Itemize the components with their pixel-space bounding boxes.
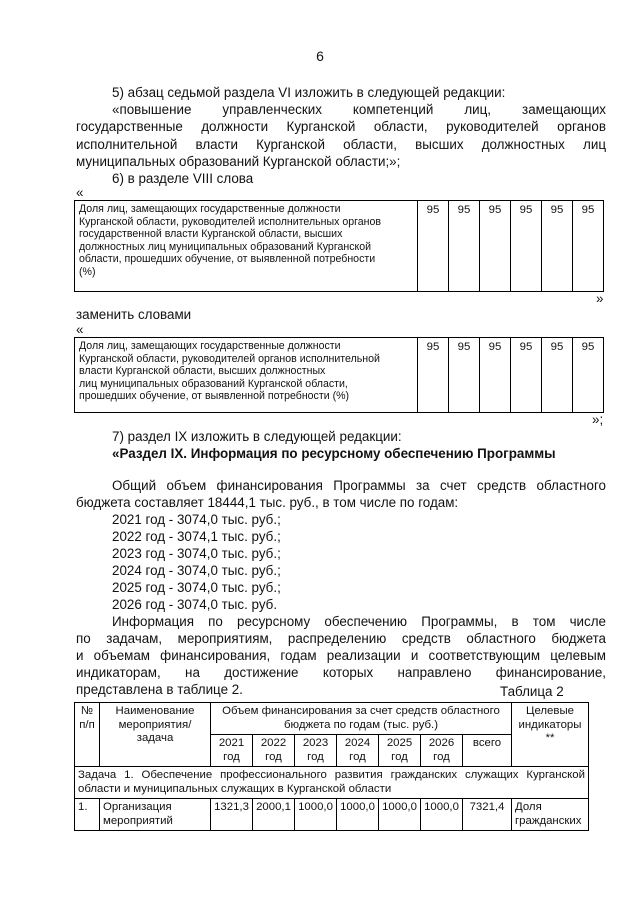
year-unit: год xyxy=(223,750,240,763)
para5-quote-line-3: исполнительной власти Курганской области, высших должностных лиц xyxy=(76,137,606,152)
header-year-2023 xyxy=(295,735,337,767)
table2-header-row-1 xyxy=(75,703,589,735)
para7: 7) раздел IX изложить в следующей редакции: xyxy=(112,429,402,444)
year-2021: 2021 год - 3074,0 тыс. руб.; xyxy=(112,512,281,527)
header-year-2022 xyxy=(253,735,295,767)
header-year-2025 xyxy=(379,735,421,767)
new-indicator-text xyxy=(75,338,418,413)
task-1-line: области и муниципальных служащих в Курганской области xyxy=(78,782,392,795)
page-number: 6 xyxy=(316,48,324,64)
header-name-line: Наименование xyxy=(115,705,195,717)
task-1 xyxy=(75,767,589,799)
info-line-2: по задачам, мероприятиям, распределению средств областного бюджета xyxy=(76,631,606,646)
header-year-2026 xyxy=(421,735,463,767)
row1-num: 1. xyxy=(75,799,100,831)
old-line: государственной власти Курганской области, высших xyxy=(79,228,343,241)
header-name xyxy=(100,703,211,767)
row1-name xyxy=(100,799,211,831)
header-num xyxy=(75,703,100,767)
year-label: 2026 xyxy=(428,737,455,749)
close-quote-1: » xyxy=(596,291,604,306)
table2-task-row xyxy=(75,767,589,799)
new-value-2026: 95 xyxy=(573,338,604,413)
table2-caption: Таблица 2 xyxy=(500,684,564,699)
year-unit: год xyxy=(307,750,324,763)
new-indicator-row xyxy=(75,338,604,413)
row1-total: 7321,4 xyxy=(463,799,512,831)
row1-2026: 1000,0 xyxy=(421,799,463,831)
old-indicator-table xyxy=(74,200,604,292)
year-label: 2023 xyxy=(302,737,329,749)
old-value-2024: 95 xyxy=(511,201,542,292)
info-line-1: Информация по ресурсному обеспечению Программы, в том числе xyxy=(112,614,606,629)
year-2026: 2026 год - 3074,0 тыс. руб. xyxy=(112,597,278,612)
replace-words: заменить словами xyxy=(76,307,192,322)
task-1-line: Задача 1. Обеспечение профессионального развития гражданских служащих Курганской xyxy=(78,769,585,781)
old-line: (%) xyxy=(79,265,96,278)
header-funding-line: Объем финансирования за счет средств областного xyxy=(222,705,500,717)
row1-2024: 1000,0 xyxy=(337,799,379,831)
year-label: 2024 xyxy=(344,737,371,749)
info-line-5: представлена в таблице 2. xyxy=(76,682,243,697)
header-year-2024 xyxy=(337,735,379,767)
header-target-line: индикаторы xyxy=(518,718,582,731)
new-value-2025: 95 xyxy=(542,338,573,413)
para5-quote-line-1: «повышение управленческих компетенций лиц, замещающих xyxy=(112,102,606,117)
financing-intro-line-1: Общий объем финансирования Программы за счет средств областного xyxy=(112,478,606,493)
new-line: прошедших обучение, от выявленной потребности (%) xyxy=(79,390,350,403)
row1-2025: 1000,0 xyxy=(379,799,421,831)
new-line: Курганской области, руководителей органов исполнительной xyxy=(79,352,380,365)
new-value-2024: 95 xyxy=(511,338,542,413)
table2-row-1 xyxy=(75,799,589,831)
row1-2021: 1321,3 xyxy=(211,799,253,831)
header-target-line: ** xyxy=(545,732,555,744)
row1-2022: 2000,1 xyxy=(253,799,295,831)
header-target xyxy=(512,703,589,767)
year-label: 2022 xyxy=(260,737,287,749)
close-quote-2: »; xyxy=(592,412,604,427)
old-indicator-row xyxy=(75,201,604,292)
header-year-2021 xyxy=(211,735,253,767)
row1-target-line: Доля xyxy=(515,801,542,813)
new-line: лиц муниципальных образований Курганской области, xyxy=(79,377,348,390)
old-indicator-text xyxy=(75,201,418,292)
header-funding-line: бюджета по годам (тыс. руб.) xyxy=(284,718,438,731)
year-2024: 2024 год - 3074,0 тыс. руб.; xyxy=(112,563,281,578)
header-num-line: № xyxy=(80,705,94,717)
new-line: власти Курганской области, высших должностных xyxy=(79,365,326,378)
old-value-2023: 95 xyxy=(480,201,511,292)
para5-quote-line-4: муниципальных образований Курганской области;»; xyxy=(76,154,401,169)
table2 xyxy=(74,702,589,831)
info-line-3: и объемам финансирования, годам реализации и соответствующим целевым xyxy=(76,648,606,663)
header-num-line: п/п xyxy=(79,718,95,731)
year-unit: год xyxy=(265,750,282,763)
open-quote-1: « xyxy=(76,185,84,200)
new-line: Доля лиц, замещающих государственные должности xyxy=(79,340,341,352)
para6: 6) в разделе VIII слова xyxy=(112,171,254,186)
old-line: области, прошедших обучение, от выявленной потребности xyxy=(79,253,376,266)
header-name-line: мероприятия/ xyxy=(118,718,192,731)
year-2022: 2022 год - 3074,1 тыс. руб.; xyxy=(112,529,281,544)
para5: 5) абзац седьмой раздела VI изложить в следующей редакции: xyxy=(112,85,506,100)
open-quote-2: « xyxy=(76,322,84,337)
year-unit: год xyxy=(433,750,450,763)
header-target-line: Целевые xyxy=(526,705,574,717)
section-title: «Раздел IX. Информация по ресурсному обеспечению Программы xyxy=(112,446,556,461)
year-unit: год xyxy=(391,750,408,763)
old-line: должностных лиц муниципальных образований Курганской xyxy=(79,240,372,253)
row1-target xyxy=(512,799,589,831)
year-2025: 2025 год - 3074,0 тыс. руб.; xyxy=(112,580,281,595)
financing-intro-line-2: бюджета составляет 18444,1 тыс. руб., в том числе по годам: xyxy=(76,495,459,510)
old-value-2021: 95 xyxy=(418,201,449,292)
new-indicator-table xyxy=(74,337,604,413)
year-label: 2025 xyxy=(386,737,413,749)
info-line-4: индикаторам, на достижение которых направлено финансирование, xyxy=(76,665,606,680)
year-2023: 2023 год - 3074,0 тыс. руб.; xyxy=(112,546,281,561)
old-value-2022: 95 xyxy=(449,201,480,292)
year-label: 2021 xyxy=(218,737,245,749)
row1-target-line: гражданских xyxy=(515,814,582,827)
row1-name-line: Организация xyxy=(103,801,172,813)
row1-name-line: мероприятий xyxy=(103,814,173,827)
new-value-2023: 95 xyxy=(480,338,511,413)
old-line: Доля лиц, замещающих государственные должности xyxy=(79,203,341,215)
header-name-line: задача xyxy=(136,732,174,744)
new-value-2021: 95 xyxy=(418,338,449,413)
para5-quote-line-2: государственные должности Курганской области, руководителей органов xyxy=(76,119,606,134)
old-value-2026: 95 xyxy=(573,201,604,292)
row1-2023: 1000,0 xyxy=(295,799,337,831)
old-value-2025: 95 xyxy=(542,201,573,292)
old-line: Курганской области, руководителей исполнительных органов xyxy=(79,215,382,228)
new-value-2022: 95 xyxy=(449,338,480,413)
year-unit: год xyxy=(349,750,366,763)
header-funding xyxy=(211,703,512,735)
header-total: всего xyxy=(463,735,512,767)
